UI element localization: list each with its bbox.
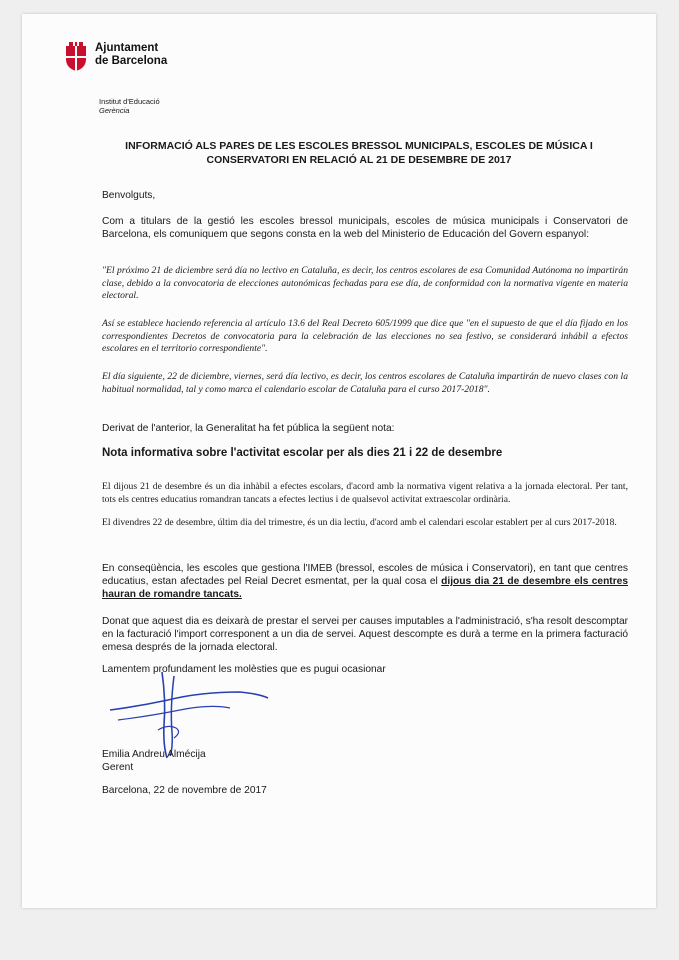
- department-sub: Gerència: [99, 106, 130, 115]
- title-line-2: CONSERVATORI EN RELACIÓ AL 21 DE DESEMBRE DE 2017: [206, 154, 512, 166]
- department-name: Institut d'Educació: [99, 97, 160, 106]
- consequence-highlight: dijous dia 21 de desembre els centres hauran de romandre tancats.: [102, 576, 628, 600]
- consequence-text: En conseqüència, les escoles que gestiona l'IMEB (bressol, escoles de música i Conservatori), en tant que centres educatius, estan afectades pel Reial Decret esmentat, per la qual cosa el: [102, 563, 628, 587]
- nota-title: Nota informativa sobre l'activitat escolar per als dies 21 i 22 de desembre: [102, 447, 503, 459]
- consequence-paragraph: [102, 562, 628, 601]
- quote-paragraph-1: "El próximo 21 de diciembre será día no lectivo en Cataluña, es decir, los centros escolares de esa Comunidad Autónoma no impartirán clase, debido a la convocatoria de elecciones autonómicas fechadas para ese día, de conformidad con la normativa vigente en materia electoral.: [102, 265, 628, 301]
- nota-paragraph-2: El divendres 22 de desembre, últim dia del trimestre, és un dia lectiu, d'acord amb el calendari escolar establert per al curs 2017-2018.: [102, 517, 617, 528]
- signer-name: Emilia Andreu Almécija: [102, 749, 206, 760]
- place-date: Barcelona, 22 de novembre de 2017: [102, 785, 267, 796]
- document-title: [102, 139, 616, 167]
- derivat-paragraph: Derivat de l'anterior, la Generalitat ha fet pública la següent nota:: [102, 423, 395, 434]
- signer-role: Gerent: [102, 762, 134, 773]
- nota-paragraph-1: El dijous 21 de desembre és un dia inhàbil a efectes escolars, d'acord amb la normativa vigent relativa a la jornada electoral. Per tant, tots els centres educatius romandran tancats a efectes lectius i de qualsevol activitat extraescolar ordinària.: [102, 481, 628, 505]
- org-line-2: de Barcelona: [95, 55, 168, 67]
- intro-paragraph: Com a titulars de la gestió les escoles bressol municipals, escoles de música municipals i Conservatori de Barcelona, els comuniquem que segons consta en la web del Ministerio de Educación del Govern espanyol:: [102, 216, 628, 240]
- handwritten-signature: [110, 670, 270, 760]
- barcelona-shield-icon: [64, 42, 88, 72]
- quote-paragraph-3: El día siguiente, 22 de diciembre, viernes, será día lectivo, es decir, los centros escolares de Cataluña impartirán de nuevo clases con la habitual normalidad, tal y como marca el calendario escolar de Cataluña para el curso 2017-2018".: [102, 371, 628, 395]
- document-page: [22, 14, 656, 908]
- org-line-1: Ajuntament: [95, 42, 159, 54]
- department: [99, 97, 160, 115]
- title-line-1: INFORMACIÓ ALS PARES DE LES ESCOLES BRESSOL MUNICIPALS, ESCOLES DE MÚSICA I: [125, 140, 593, 152]
- quote-paragraph-2: Así se establece haciendo referencia al artículo 13.6 del Real Decreto 605/1999 que dice que "en el supuesto de que el día fijado en los correspondientes Decretos de convocatoria para la celebración de las elecciones no sea festivo, se considerará inhábil a efectos escolares en el territorio correspondiente".: [102, 318, 628, 354]
- apology-paragraph: Lamentem profundament les molèsties que es pugui ocasionar: [102, 664, 386, 675]
- billing-paragraph: Donat que aquest dia es deixarà de prestar el servei per causes imputables a l'administració, s'ha resolt descomptar en la facturació l'import corresponent a un dia de servei. Aquest descompte es durà a terme en la primera facturació emesa després de la jornada electoral.: [102, 616, 628, 653]
- greeting: Benvolguts,: [102, 190, 156, 201]
